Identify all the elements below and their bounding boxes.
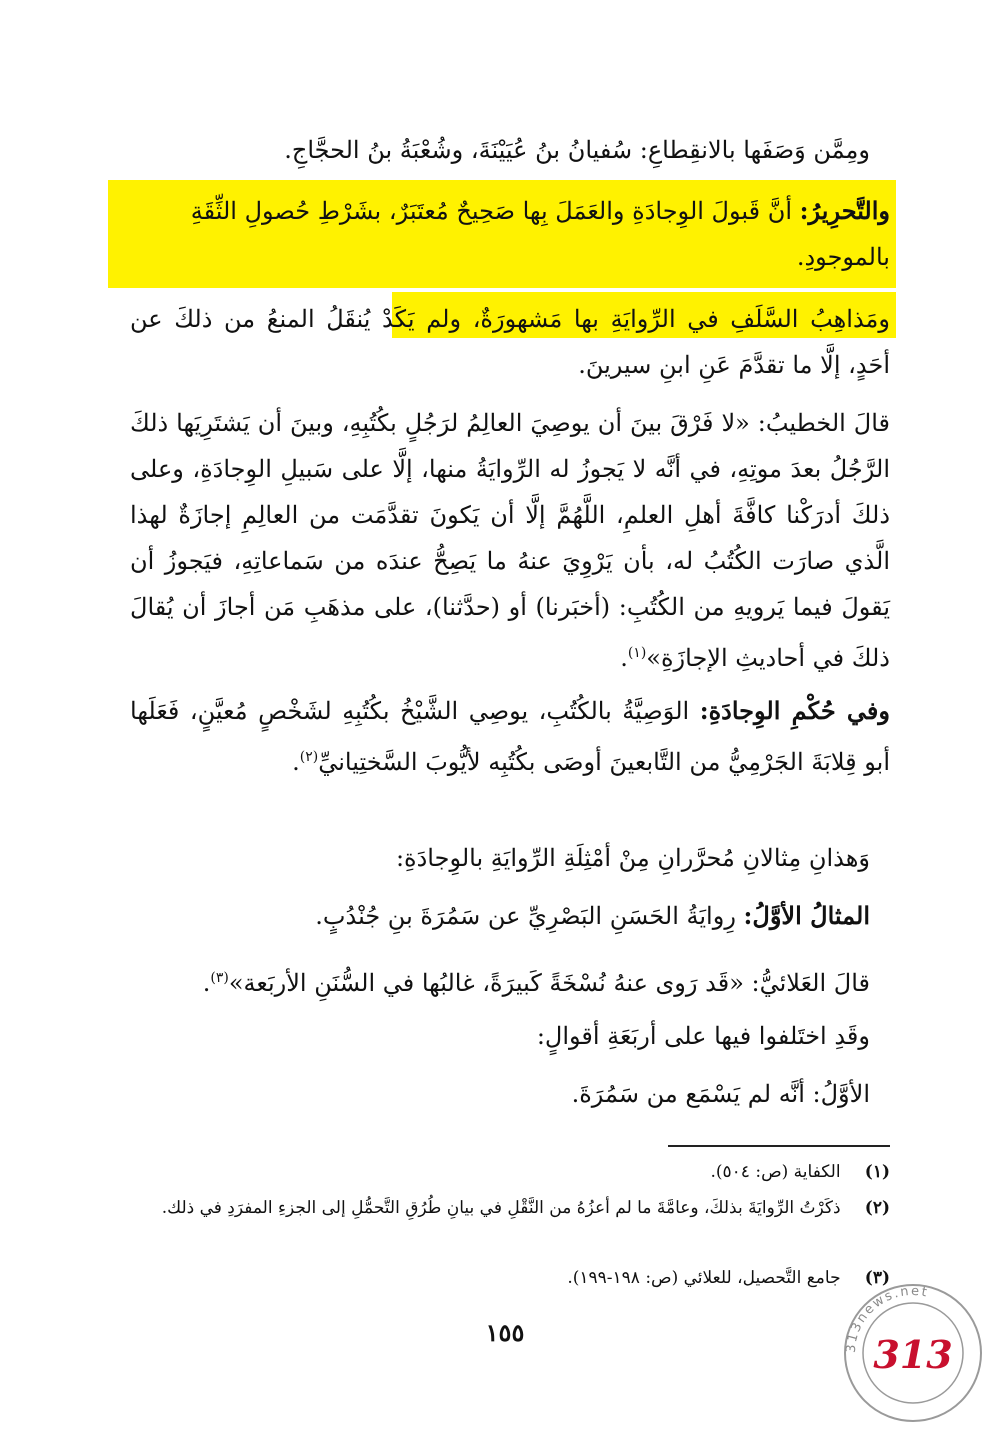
seal-number: 313 <box>873 1332 953 1377</box>
paragraph-3-highlighted: ومَذاهِبُ السَّلَفِ في الرِّوايَةِ بها مَشهورَةٌ، <box>472 305 891 333</box>
seal-ring-text: 313news.net <box>843 1283 931 1354</box>
footnote-2-number: (٢) <box>864 1198 890 1218</box>
footnote-3 <box>110 1264 890 1292</box>
page-number: ١٥٥ <box>485 1318 525 1347</box>
paragraph-8-text: قالَ العَلائيُّ: «قَد رَوى عنهُ نُسْخَةً كَبيرَةً، غالبُها في السُّنَنِ الأربَعة» <box>228 969 870 997</box>
paragraph-5-text: الوَصِيَّةُ بالكُتُبِ، يوصِي الشَّيْخُ بكُتُبِهِ لشَخْصٍ مُعيَّنٍ، فَعَلَها أبو قِلابَةَ الجَرْمِيُّ من التَّابعينَ أوصَى بكُتُبِه لأيُّوبَ السَّختِيانيِّ <box>130 697 890 776</box>
paragraph-4: قالَ الخطيبُ: «لا فَرْقَ بينَ أن يوصِيَ العالِمُ لرَجُلٍ بكُتُبِهِ، وبينَ أن يَشتَرِيَها ذلكَ الرَّجُلُ بعدَ موتِهِ، في أنَّه لا يَجوزُ له الرِّوايَةُ منها، إلَّا على سَبيلِ الوِجادَةِ، وعلى ذلكَ أدرَكْنا كافَّةَ أهلِ العلمِ، اللَّهُمَّ إلَّا أن يَكونَ تقدَّمَت من العالِمِ إجازَةٌ لهذا الَّذي صارَت الكُتُبُ له، بأن يَرْوِيَ عنهُ ما يَصِحُّ عندَه من سَماعاتِهِ، فيَجوزُ أن يَقولَ فيما يَرويهِ من الكُتُبِ: (أخبَرنا) أو (حدَّثنا)، على مذهَبِ مَن أجازَ أن يُقالَ ذلكَ في أحاديثِ الإجازَةِ»$^{(١)}$. <box>130 409 890 672</box>
paragraph-1-text: ومِمَّن وَصَفَها بالانقِطاعِ: سُفيانُ بنُ عُيَيْنَةَ، وشُعْبَةُ بنُ الحجَّاجِ. <box>284 136 870 164</box>
paragraph-9-text: وقَدِ اختَلفوا فيها على أربَعَةِ أقوالٍ: <box>536 1022 870 1050</box>
paragraph-7-text: رِوايَةُ الحَسَنِ البَصْرِيِّ عن سَمُرَةَ بنِ جُنْدُبٍ. <box>315 902 736 930</box>
paragraph-4-text: قالَ الخطيبُ: «لا فَرْقَ بينَ أن يوصِيَ العالِمُ لرَجُلٍ بكُتُبِهِ، وبينَ أن يَشتَرِيَها ذلكَ الرَّجُلُ بعدَ موتِهِ، في أنَّه لا يَجوزُ له الرِّوايَةُ منها، إلَّا على سَبيلِ الوِجادَةِ، وعلى ذلكَ أدرَكْنا كافَّةَ أهلِ العلمِ، اللَّهُمَّ إلَّا أن يَكونَ تقدَّمَت من العالِمِ إجازَةٌ لهذا الَّذي صارَت الكُتُبُ له، بأن يَرْوِيَ عنهُ ما يَصِحُّ عندَه من سَماعاتِهِ، فيَجوزُ أن يَقولَ فيما يَرويهِ من الكُتُبِ: (أخبَرنا) أو (حدَّثنا)، على مذهَبِ مَن أجازَ أن يُقالَ ذلكَ في أحاديثِ الإجازَةِ» <box>130 409 890 672</box>
paragraph-3 <box>130 296 890 388</box>
footnote-divider <box>668 1145 890 1147</box>
footnote-1 <box>110 1158 890 1186</box>
footnote-ref-2: (٢) <box>299 749 319 765</box>
paragraph-5-lead: وفي حُكْمِ الوِجادَةِ: <box>699 696 890 725</box>
paragraph-2 <box>130 188 890 280</box>
paragraph-7-lead: المثالُ الأوَّلُ: <box>743 901 870 930</box>
paragraph-10-text: الأوَّلُ: أنَّه لم يَسْمَع من سَمُرَةَ. <box>571 1080 870 1108</box>
paragraph-6 <box>396 838 870 878</box>
paragraph-6-text: وَهذانِ مِثالانِ مُحرَّرانِ مِنْ أمْثِلَةِ الرِّوايَةِ بالوِجادَةِ: <box>395 844 870 872</box>
footnote-1-number: (١) <box>864 1162 890 1182</box>
paragraph-10 <box>572 1074 870 1114</box>
paragraph-2-text: أنَّ قَبولَ الوِجادَةِ والعَمَلَ بِها صَحِيحٌ مُعتَبَرٌ، بشَرْطِ حُصولِ الثِّقَةِ بالموجودِ. <box>190 197 890 271</box>
watermark-seal-icon <box>838 1278 988 1428</box>
paragraph-5: وفي حُكْمِ الوِجادَةِ: الوَصِيَّةُ بالكُتُبِ، يوصِي الشَّيْخُ بكُتُبِهِ لشَخْصٍ مُعيَّنٍ، فَعَلَها أبو قِلابَةَ الجَرْمِيُّ من التَّابعينَ أوصَى بكُتُبِه لأيُّوبَ السَّختِيانيِّ$^{(٢)}$. <box>130 696 890 776</box>
footnote-ref-1: (١) <box>627 645 647 661</box>
footnote-1-text: الكفاية (ص: ٥٠٤). <box>710 1162 841 1182</box>
footnote-2 <box>110 1194 890 1222</box>
footnote-3-number: (٣) <box>864 1268 890 1288</box>
paragraph-7 <box>315 896 870 936</box>
paragraph-8: قالَ العَلائيُّ: «قَد رَوى عنهُ نُسْخَةً كَبيرَةً، غالبُها في السُّنَنِ الأربَعة»$^{(٣)}$. <box>202 969 870 997</box>
footnote-3-text: جامع التَّحصيل، للعلائي (ص: ١٩٨-١٩٩). <box>567 1268 841 1288</box>
paragraph-3-rest: ولم يَكَدْ يُنقَلُ المنعُ من ذلكَ عن أحَدٍ، إلَّا ما تقدَّمَ عَنِ ابنِ سيرينَ. <box>130 305 890 379</box>
footnote-2-text: ذكَرْتُ الرِّوايَةَ بذلكَ، وعامَّةَ ما لم أعزُهُ من النَّقْلِ في بيانِ طُرُقِ التَّحمُّلِ إلى الجزءِ المفرَدِ في ذلك. <box>161 1198 841 1218</box>
paragraph-2-lead: والتَّحرِيرُ: <box>799 196 890 225</box>
paragraph-1 <box>284 130 870 170</box>
paragraph-9 <box>537 1016 870 1056</box>
footnote-ref-3: (٣) <box>210 970 229 986</box>
